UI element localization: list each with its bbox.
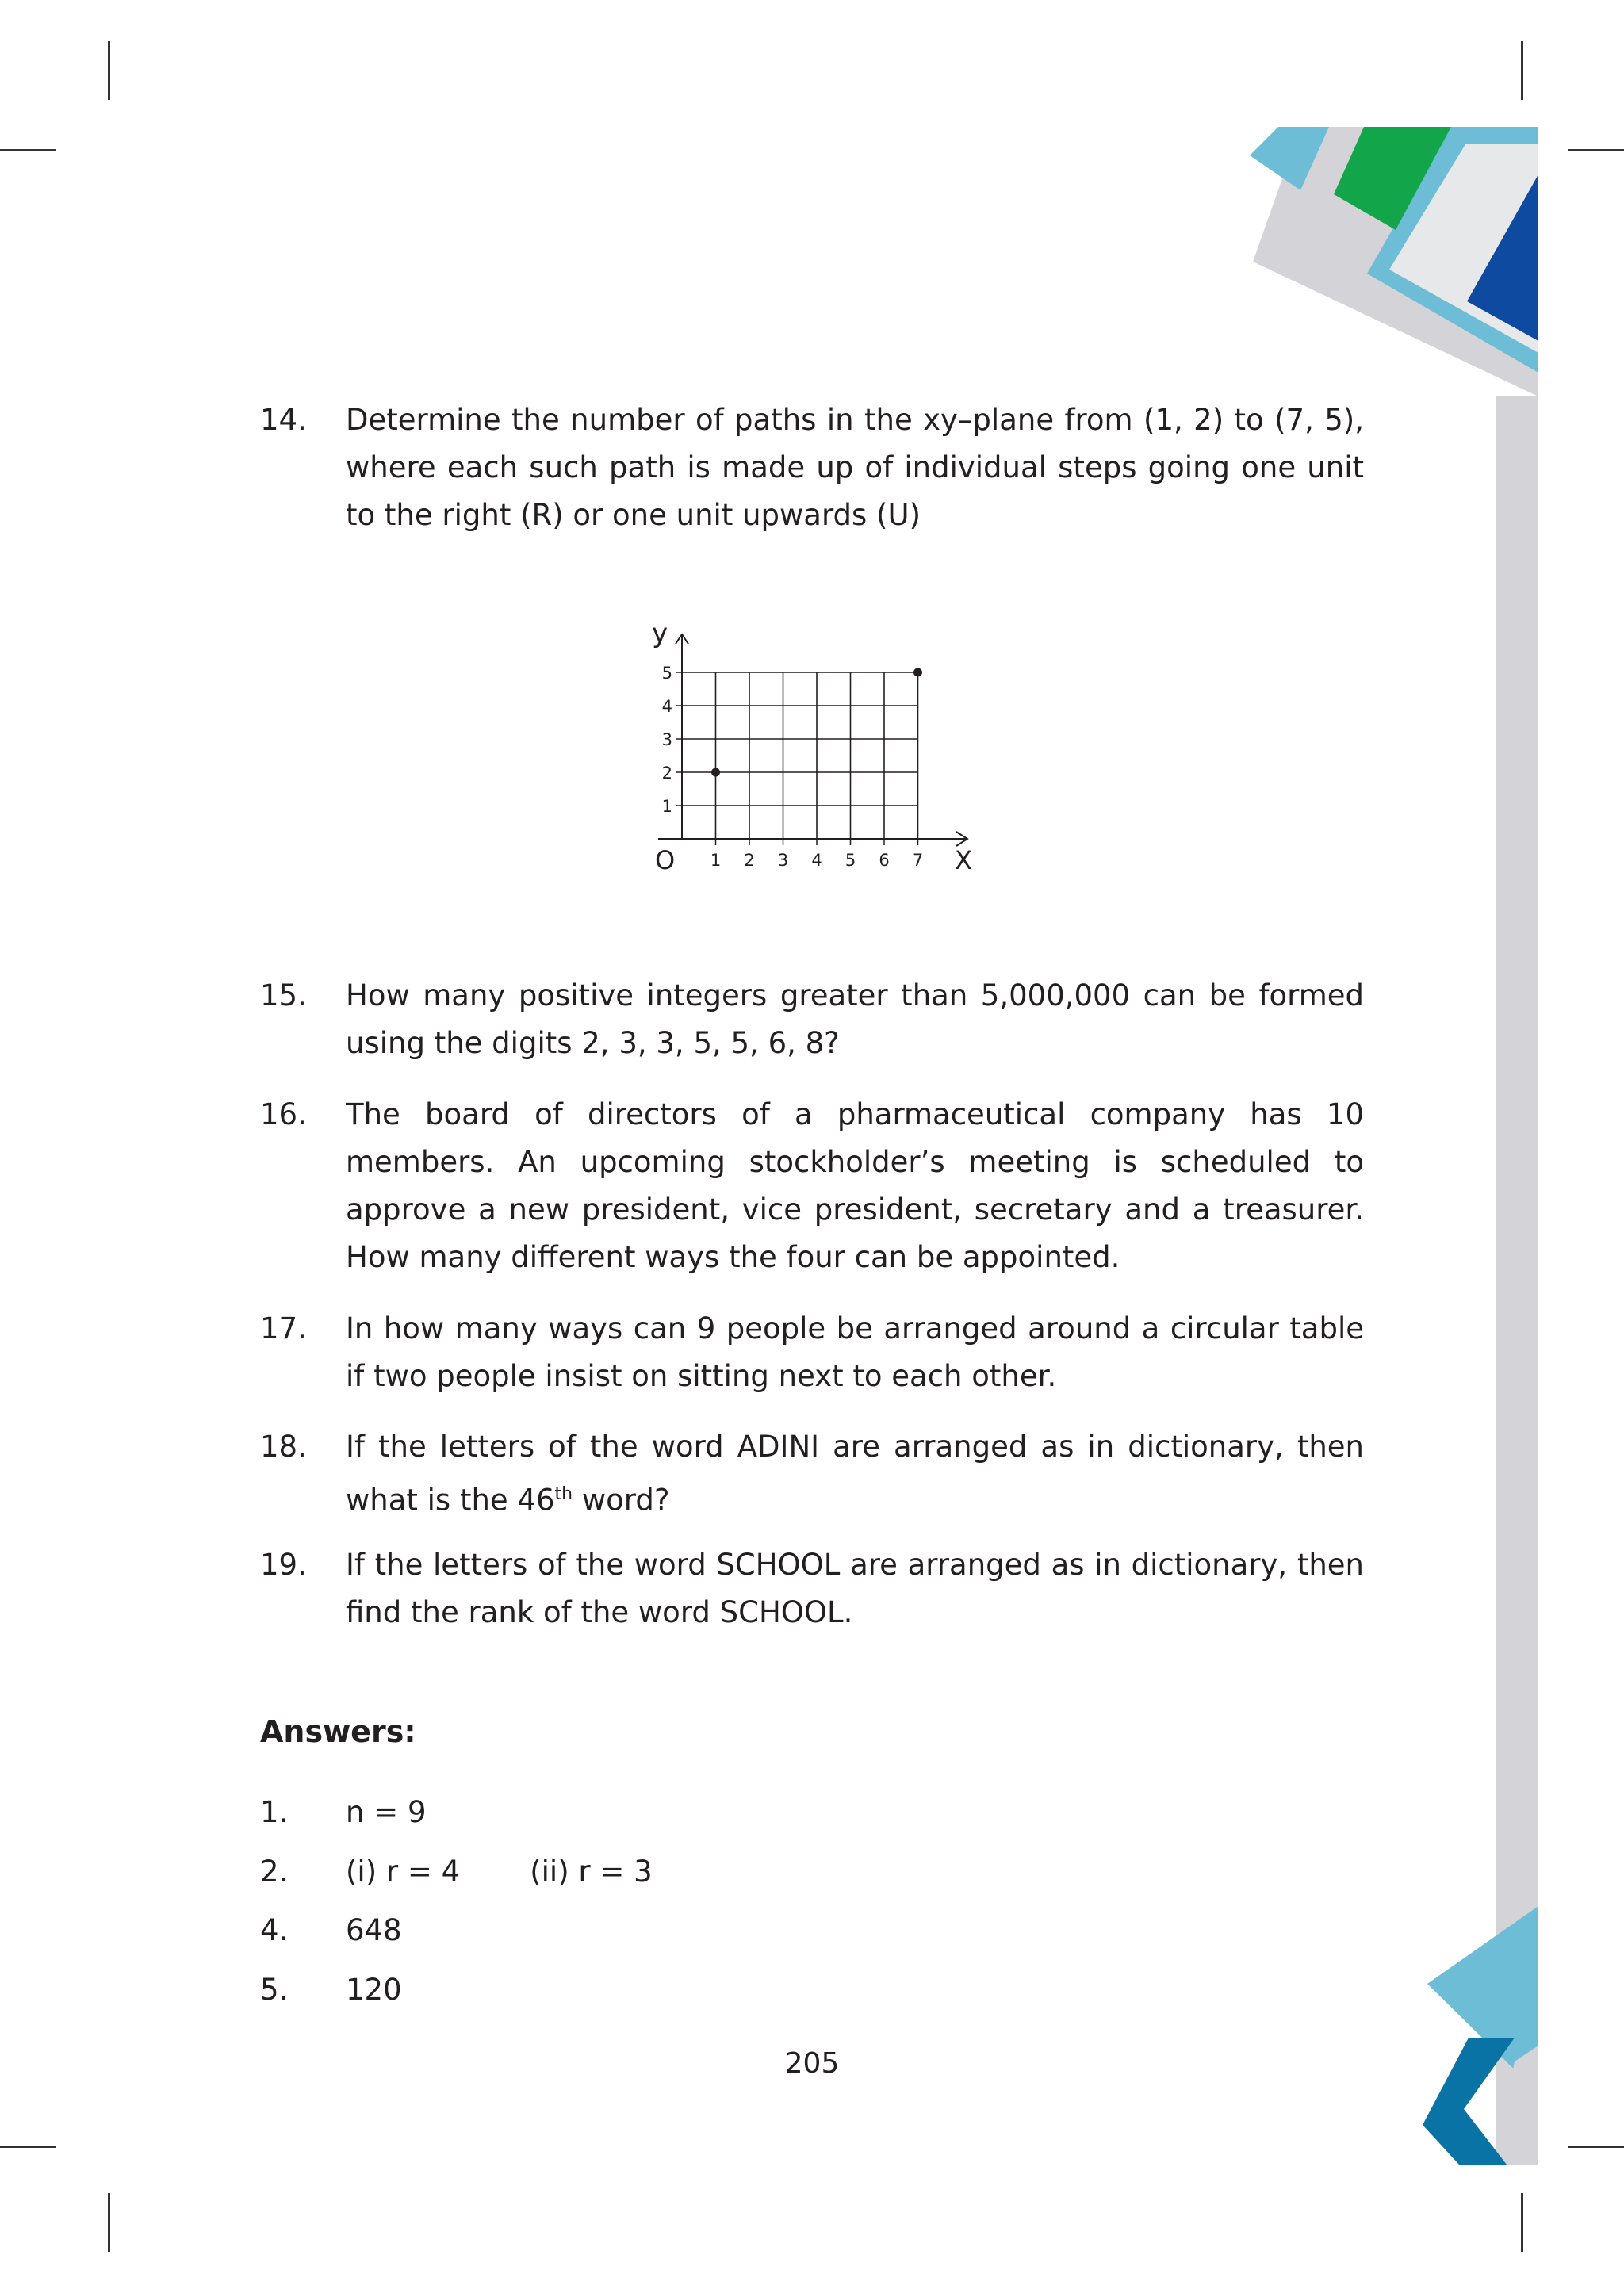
question-text-main: If the letters of the word ADINI are arranged as in dictionary, then what is the 46 xyxy=(346,1430,1364,1518)
question-14 xyxy=(260,396,1364,539)
answer-part-ii: (ii) r = 3 xyxy=(530,1855,653,1889)
answer-part-i: (i) r = 4 xyxy=(346,1855,461,1889)
answer-number: 1. xyxy=(260,1795,289,1829)
x-tick-label: 6 xyxy=(879,851,890,870)
y-tick-label: 4 xyxy=(661,697,672,716)
question-text: The board of directors of a pharmaceutical company has 10 members. An upcoming stockholder’s meeting is scheduled to approve a new president, vice president, secretary and a treasurer. How many different ways the four can be appointed. xyxy=(346,1097,1364,1274)
answer-1 xyxy=(260,1789,427,1836)
question-17 xyxy=(260,1305,1364,1400)
x-tick-label: 4 xyxy=(811,851,822,870)
grid-point xyxy=(711,768,720,777)
question-number: 17. xyxy=(260,1311,307,1346)
answer-number: 2. xyxy=(260,1855,289,1889)
question-number: 16. xyxy=(260,1097,307,1131)
x-tick-label: 1 xyxy=(710,851,722,870)
question-text xyxy=(346,1423,1364,1524)
answer-number: 5. xyxy=(260,1973,289,2007)
question-16 xyxy=(260,1091,1364,1281)
question-number: 15. xyxy=(260,978,307,1013)
y-tick-label: 2 xyxy=(661,764,672,783)
grid-point xyxy=(914,668,922,677)
y-tick-label: 1 xyxy=(661,797,672,816)
answer-4 xyxy=(260,1907,402,1954)
x-tick-label: 5 xyxy=(845,851,856,870)
answer-text: 648 xyxy=(346,1913,402,1947)
question-number: 18. xyxy=(260,1430,307,1464)
answer-text: 120 xyxy=(346,1973,402,2007)
question-text: If the letters of the word SCHOOL are arranged as in dictionary, then find the rank of the word SCHOOL. xyxy=(346,1548,1364,1629)
question-15 xyxy=(260,972,1364,1067)
grid-figure xyxy=(634,611,999,880)
question-text-end: word? xyxy=(573,1483,670,1518)
x-tick-label: 2 xyxy=(744,851,755,870)
answer-number: 4. xyxy=(260,1913,289,1947)
question-18 xyxy=(260,1423,1364,1524)
x-tick-label: 7 xyxy=(912,851,924,870)
question-number: 14. xyxy=(260,403,307,437)
answers-heading: Answers: xyxy=(260,1714,416,1749)
question-text: Determine the number of paths in the xy–plane from (1, 2) to (7, 5), where each such path is made up of individual steps going one unit to the right (R) or one unit upwards (U) xyxy=(346,403,1364,532)
origin-label: O xyxy=(655,845,676,875)
ordinal-suffix: th xyxy=(554,1484,573,1504)
x-axis-label: X xyxy=(955,845,972,875)
side-band xyxy=(1496,396,1538,2165)
grid-lines xyxy=(682,672,918,839)
y-tick-label: 5 xyxy=(661,664,672,683)
y-axis-label: y xyxy=(652,618,668,649)
page-number: 205 xyxy=(784,2047,840,2080)
answer-text: n = 9 xyxy=(346,1795,427,1829)
question-text: How many positive integers greater than 5,000,000 can be formed using the digits 2, 3, 3, 5, 5, 6, 8? xyxy=(346,978,1364,1060)
question-19 xyxy=(260,1541,1364,1636)
question-number: 19. xyxy=(260,1548,307,1582)
question-text: In how many ways can 9 people be arranged around a circular table if two people insist on sitting next to each other. xyxy=(346,1311,1364,1393)
y-tick-label: 3 xyxy=(661,730,672,749)
answer-5 xyxy=(260,1966,402,2014)
answer-2 xyxy=(260,1848,653,1896)
x-tick-label: 3 xyxy=(777,851,789,870)
